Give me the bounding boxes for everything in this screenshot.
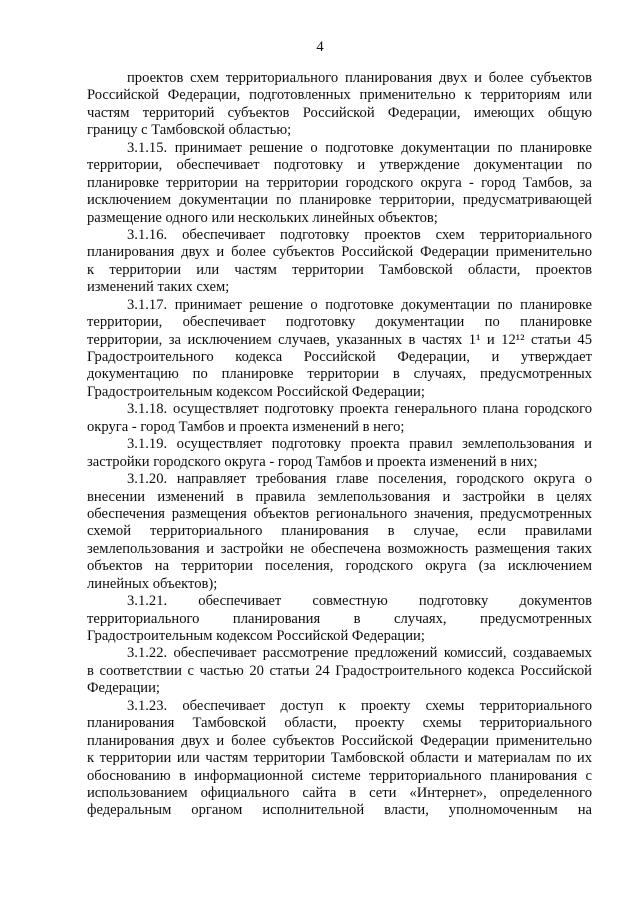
text-line: планировке территории на территории городского округа - город Тамбов, за	[87, 174, 592, 191]
clause-paragraph	[87, 140, 592, 227]
document-body	[87, 70, 592, 820]
text-line: линейных объектов);	[87, 575, 218, 592]
text-line: 3.1.23. обеспечивает доступ к проекту схемы территориального	[127, 697, 592, 714]
clause-paragraph	[87, 645, 592, 697]
text-line: территории, обеспечивает подготовку документации по планировке	[87, 314, 592, 331]
text-line: 3.1.21. обеспечивает совместную подготовку документов	[127, 593, 592, 610]
text-line: планирования двух и более субъектов Российской Федерации применительно	[87, 732, 592, 749]
text-line: Российской Федерации, подготовленных применительно к территориям или	[87, 87, 592, 104]
text-line: обоснованию в информационной системе территориального планирования с	[87, 767, 592, 784]
text-line: исключением документации по планировке территории, предусматривающей	[87, 192, 592, 209]
text-line: Градостроительного кодекса Российской Федерации, и утверждает	[87, 349, 592, 365]
text-line: застройки городского округа - город Тамбов и проекта изменений в них;	[87, 453, 538, 470]
text-line: объектов на территории поселения, городского округа (за исключением	[87, 558, 592, 575]
clause-paragraph	[87, 297, 592, 402]
text-line: территории, обеспечивает подготовку и утверждение документации по	[87, 157, 592, 174]
text-line: Градостроительным кодексом Российской Федерации;	[87, 383, 425, 400]
text-line: планирования Тамбовской области, проекту схемы территориального	[87, 715, 592, 732]
continued-paragraph	[87, 70, 592, 140]
text-line: 3.1.18. осуществляет подготовку проекта генерального плана городского	[127, 401, 592, 418]
text-line: территориального планирования в случаях, предусмотренных	[87, 610, 592, 627]
text-line: проектов схем территориального планирования двух и более субъектов	[127, 70, 592, 86]
clause-paragraph	[87, 593, 592, 645]
text-line: использованием официального сайта в сети «Интернет», определенного	[87, 784, 592, 801]
text-line: Градостроительным кодексом Российской Федерации;	[87, 628, 425, 644]
clause-paragraph	[87, 401, 592, 436]
page-number: 4	[316, 39, 324, 55]
text-line: документацию по планировке территории в случаях, предусмотренных	[87, 366, 592, 383]
clause-paragraph	[87, 436, 592, 471]
text-line: федеральным органом исполнительной власти, уполномоченным на	[87, 802, 592, 819]
clause-paragraph	[87, 471, 592, 593]
text-line: частям территорий субъектов Российской Федерации, имеющих общую	[87, 104, 592, 121]
text-line: землепользования и застройки не обеспечена возможность размещения таких	[87, 540, 592, 557]
clause-paragraph	[87, 227, 592, 297]
text-line: 3.1.17. принимает решение о подготовке документации по планировке	[127, 296, 592, 313]
text-line: 3.1.19. осуществляет подготовку проекта правил землепользования и	[127, 436, 592, 453]
text-line: размещение одного или нескольких линейных объектов;	[87, 209, 438, 226]
text-line: округа - город Тамбов и проекта изменений в него;	[87, 418, 405, 435]
text-line: в соответствии с частью 20 статьи 24 Градостроительного кодекса Российской	[87, 662, 592, 679]
text-line: 3.1.16. обеспечивает подготовку проектов схем территориального	[127, 226, 592, 243]
text-line: территории, за исключением случаев, указанных в частях 1¹ и 12¹² статьи 45	[87, 331, 592, 348]
text-line: планирования двух и более субъектов Российской Федерации применительно	[87, 244, 592, 261]
text-line: внесении изменений в правила землепользования и застройки в целях	[87, 488, 592, 505]
clause-paragraph	[87, 698, 592, 820]
text-line: обеспечения размещения объектов регионального значения, предусмотренных	[87, 505, 592, 522]
text-line: схемой территориального планирования в случае, если правилами	[87, 523, 592, 540]
text-line: к территории или частям территории Тамбовской области, проектов	[87, 261, 592, 278]
text-line: 3.1.15. принимает решение о подготовке документации по планировке	[127, 139, 592, 156]
text-line: изменений таких схем;	[87, 279, 230, 296]
text-line: 3.1.22. обеспечивает рассмотрение предложений комиссий, создаваемых	[127, 645, 592, 662]
text-line: границу с Тамбовской областью;	[87, 122, 292, 139]
text-line: Федерации;	[87, 680, 160, 697]
text-line: 3.1.20. направляет требования главе поселения, городского округа о	[127, 471, 592, 488]
text-line: к территории или частям территории Тамбовской области и материалам по их	[87, 750, 592, 767]
